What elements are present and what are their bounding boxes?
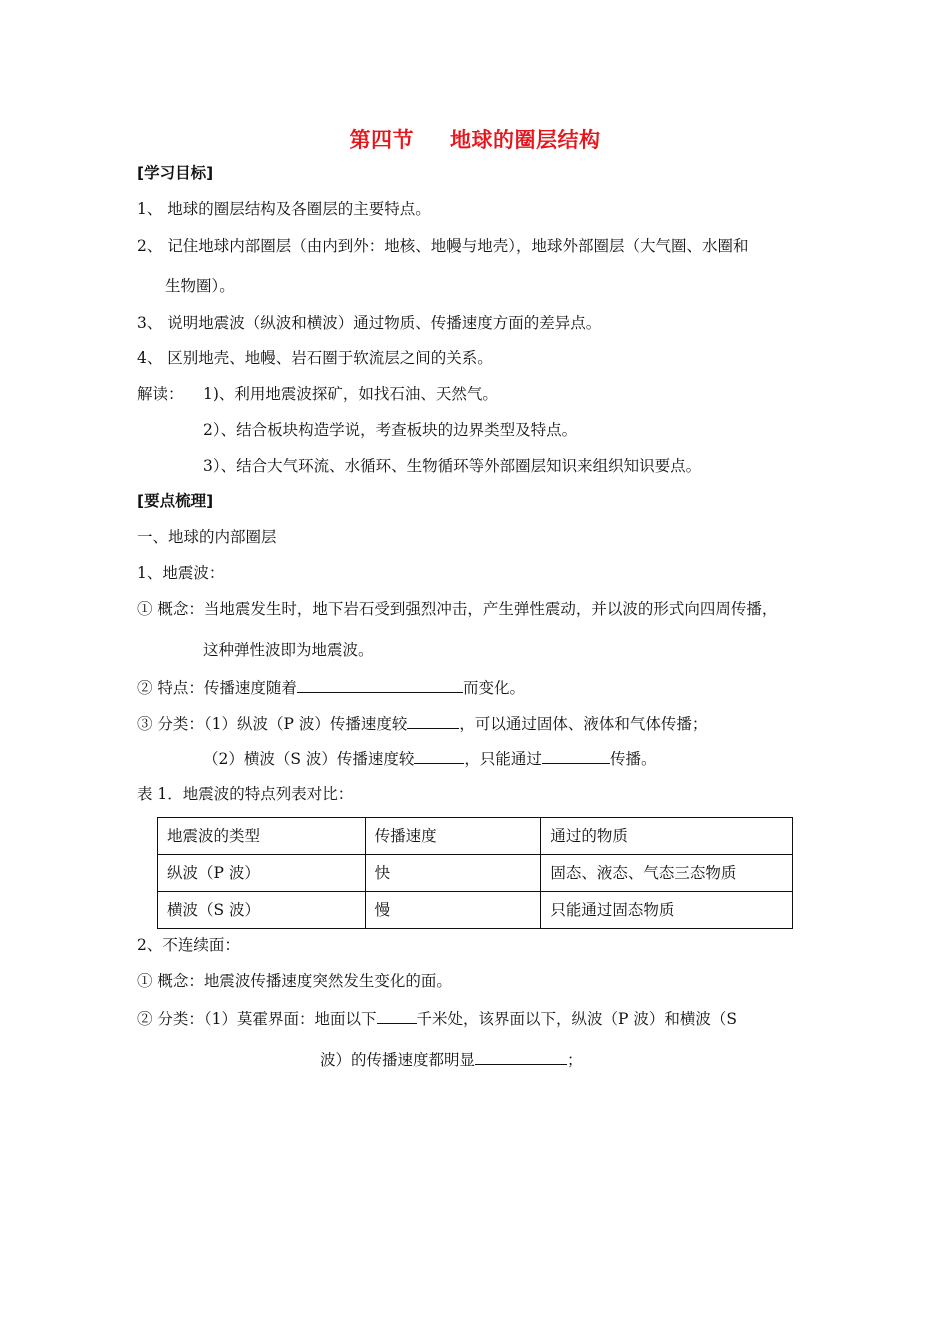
table-cell: 只能通过固态物质 bbox=[541, 892, 793, 929]
table-caption: 表 1．地震波的特点列表对比： bbox=[137, 785, 354, 803]
title-topic: 地球的圈层结构 bbox=[450, 128, 601, 152]
table-cell: 快 bbox=[365, 855, 541, 892]
table-cell: 横波（S 波） bbox=[158, 892, 366, 929]
concept-text: ① 概念：地震波传播速度突然发生变化的面。 bbox=[137, 972, 452, 990]
interpret-label: 解读： bbox=[137, 385, 184, 403]
fill-blank[interactable] bbox=[414, 748, 464, 764]
table-cell: 纵波（P 波） bbox=[158, 855, 366, 892]
feature-line bbox=[137, 677, 525, 698]
objective-item: 3、 说明地震波（纵波和横波）通过物质、传播速度方面的差异点。 bbox=[137, 314, 602, 332]
fill-blank[interactable] bbox=[475, 1049, 567, 1065]
objectives-heading: [学习目标] bbox=[137, 164, 214, 182]
table-cell: 慢 bbox=[365, 892, 541, 929]
fill-blank[interactable] bbox=[297, 677, 463, 693]
page-title bbox=[0, 124, 950, 154]
classification-text: ② 分类：（1）莫霍界面：地面以下 bbox=[137, 1010, 377, 1028]
fill-blank[interactable] bbox=[542, 748, 610, 764]
interpret-item: 1)、利用地震波探矿，如找石油、天然气。 bbox=[203, 385, 498, 403]
title-section: 第四节 bbox=[349, 128, 414, 152]
section-heading: 一、地球的内部圈层 bbox=[137, 528, 277, 546]
classification-text-mid: ，只能通过 bbox=[464, 750, 542, 768]
classification-s-line bbox=[203, 748, 656, 769]
classification-text-end: 千米处，该界面以下，纵波（P 波）和横波（S bbox=[416, 1010, 738, 1028]
subsection-heading: 1、地震波： bbox=[137, 564, 225, 582]
fill-blank[interactable] bbox=[377, 1008, 417, 1024]
table-header-row bbox=[158, 818, 793, 855]
table-cell: 固态、液态、气态三态物质 bbox=[541, 855, 793, 892]
classification-text-end: 传播。 bbox=[609, 750, 657, 768]
objective-item: 2、 记住地球内部圈层（由内到外：地核、地幔与地壳），地球外部圈层（大气圈、水圈和 bbox=[137, 237, 749, 255]
feature-text: ② 特点：传播速度随着 bbox=[137, 679, 297, 697]
table-row bbox=[158, 855, 793, 892]
subsection-heading: 2、不连续面： bbox=[137, 936, 240, 954]
interpret-item: 2）、结合板块构造学说，考查板块的边界类型及特点。 bbox=[203, 421, 578, 439]
classification-text: ③ 分类：（1）纵波（P 波）传播速度较 bbox=[137, 715, 408, 733]
discontinuity-class-line bbox=[137, 1008, 737, 1029]
classification-text: 波）的传播速度都明显 bbox=[320, 1051, 476, 1069]
table-row bbox=[158, 892, 793, 929]
table-header-cell: 传播速度 bbox=[365, 818, 541, 855]
objective-item-continued: 生物圈）。 bbox=[165, 277, 235, 295]
table-header-cell: 通过的物质 bbox=[541, 818, 793, 855]
discontinuity-class-line-continued bbox=[320, 1049, 583, 1070]
classification-text: （2）横波（S 波）传播速度较 bbox=[203, 750, 415, 768]
classification-text-end: ； bbox=[567, 1051, 583, 1069]
classification-p-line bbox=[137, 713, 707, 734]
classification-text-end: ，可以通过固体、液体和气体传播； bbox=[459, 715, 708, 733]
concept-text-continued: 这种弹性波即为地震波。 bbox=[203, 641, 374, 659]
fill-blank[interactable] bbox=[407, 713, 459, 729]
objective-item: 4、 区别地壳、地幔、岩石圈于软流层之间的关系。 bbox=[137, 349, 493, 367]
objective-item: 1、 地球的圈层结构及各圈层的主要特点。 bbox=[137, 200, 431, 218]
summary-heading: [要点梳理] bbox=[137, 492, 214, 510]
seismic-wave-table bbox=[157, 817, 793, 929]
table-header-cell: 地震波的类型 bbox=[158, 818, 366, 855]
interpret-item: 3）、结合大气环流、水循环、生物循环等外部圈层知识来组织知识要点。 bbox=[203, 457, 702, 475]
feature-text-end: 而变化。 bbox=[462, 679, 525, 697]
concept-text: ① 概念：当地震发生时，地下岩石受到强烈冲击，产生弹性震动，并以波的形式向四周传播， bbox=[137, 600, 778, 618]
